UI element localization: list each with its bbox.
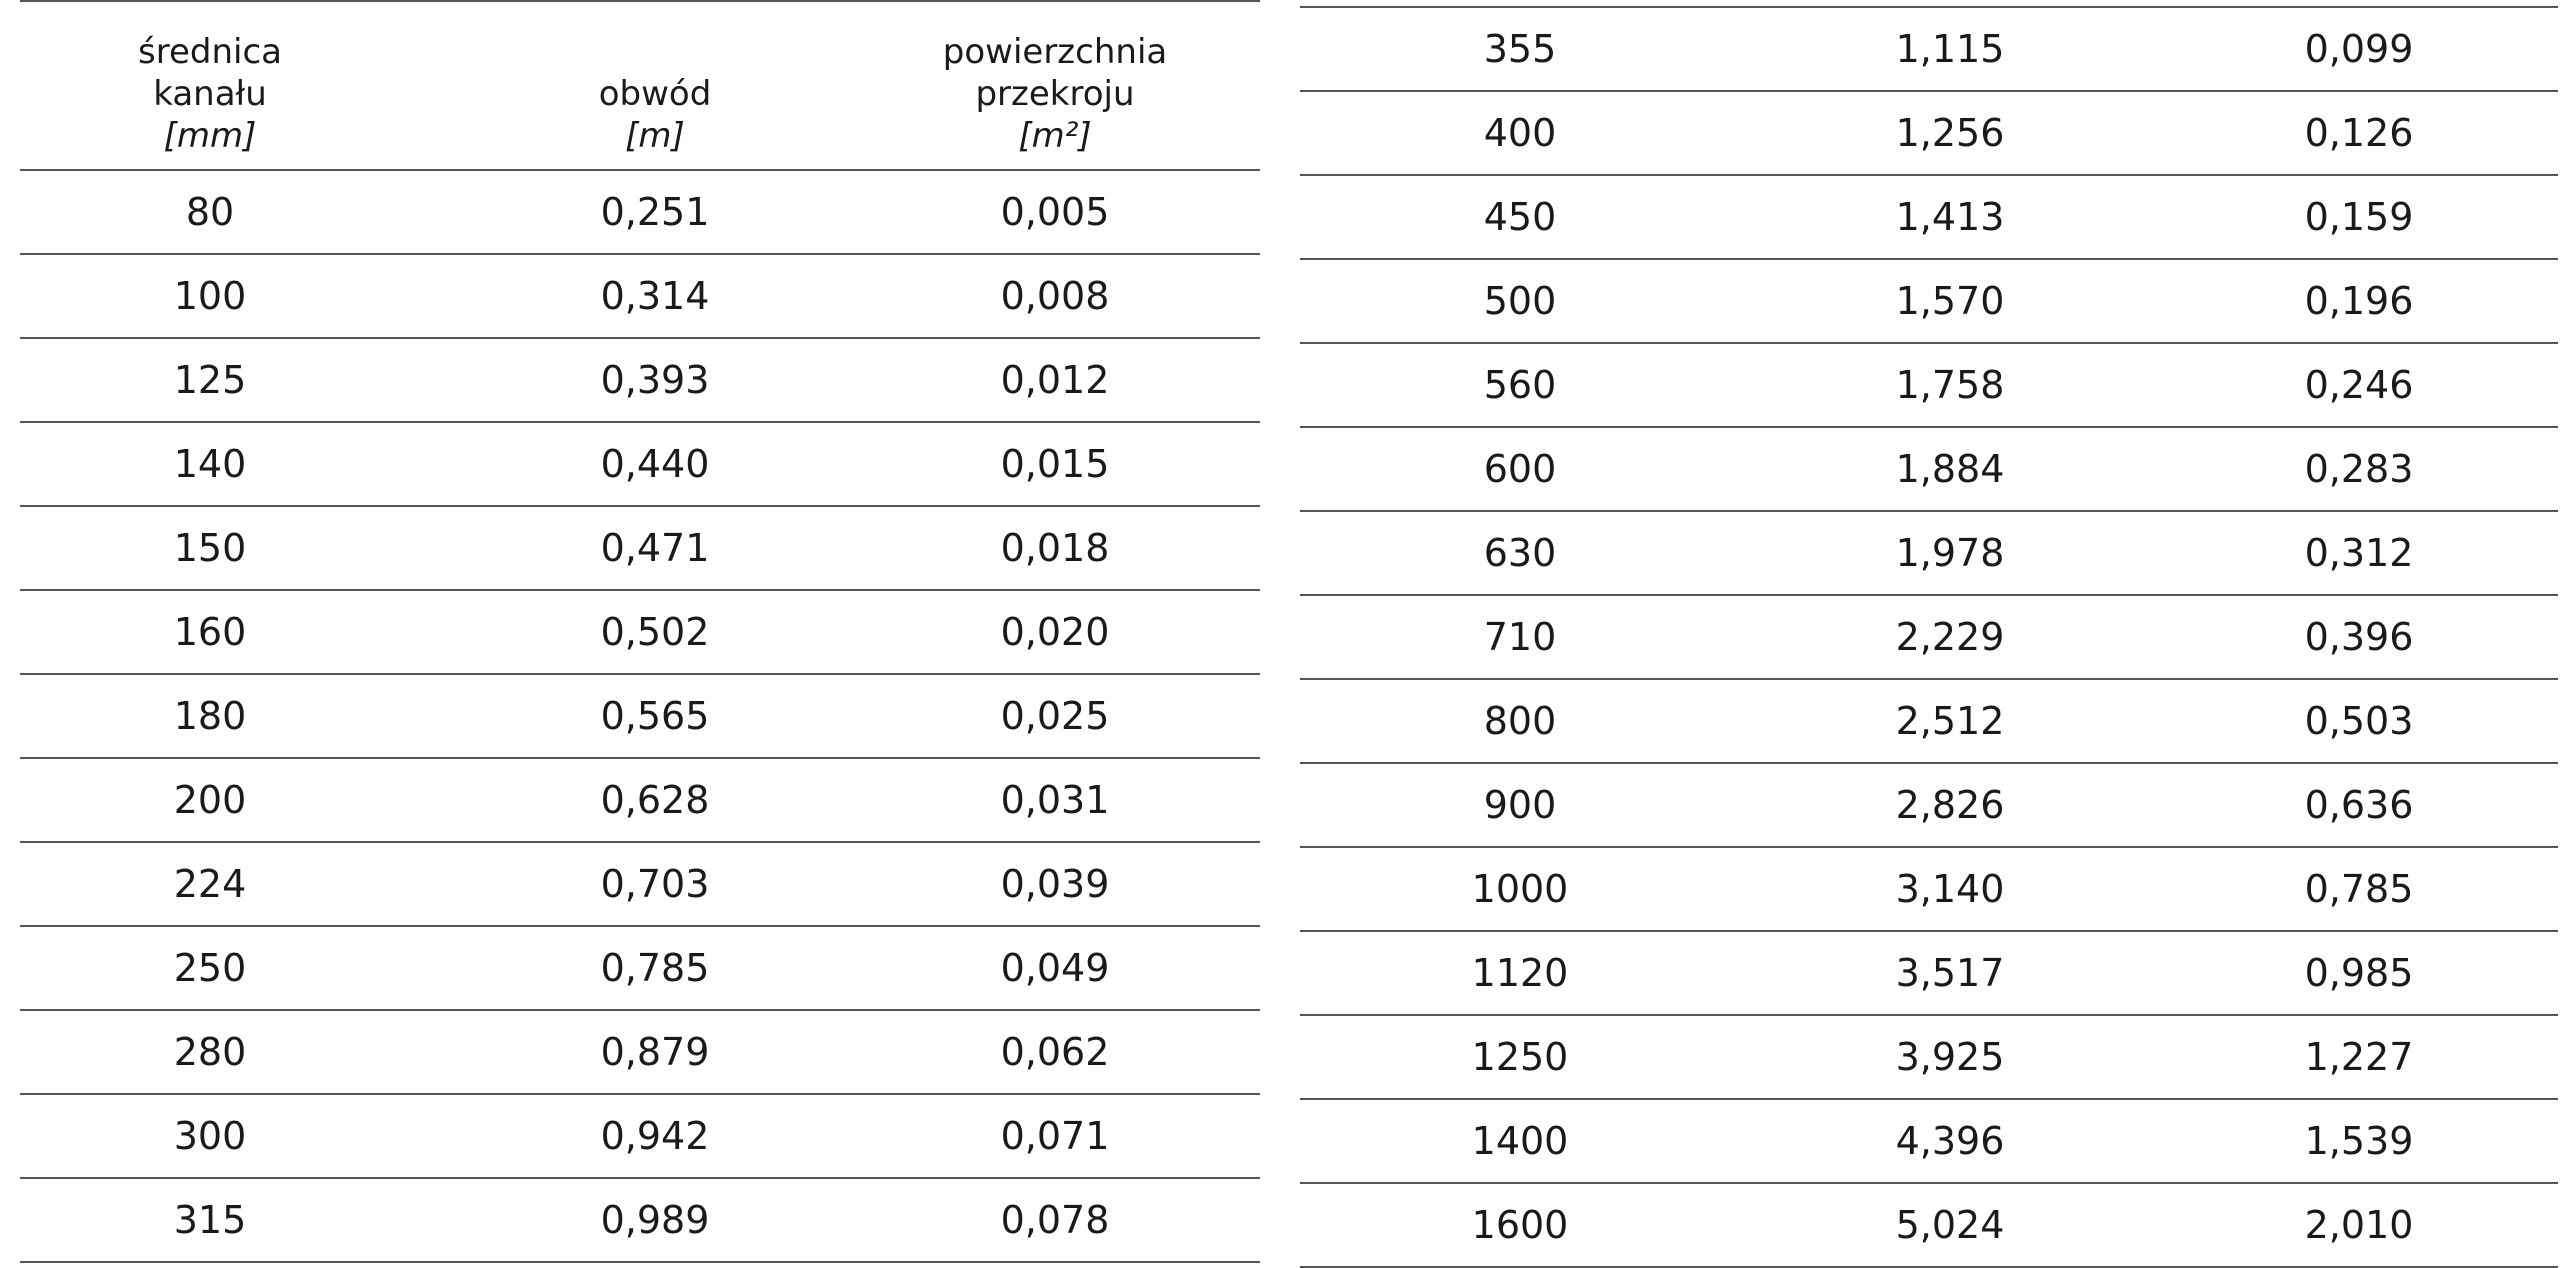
cell-circumference: 0,440 [600, 442, 710, 486]
table-row [1300, 8, 2558, 92]
cell-circumference: 3,925 [1895, 1035, 2005, 1079]
header-cross-section-unit: [m²] [1018, 116, 1092, 156]
cell-circumference: 1,115 [1895, 27, 2005, 71]
cell-diameter: 80 [185, 190, 235, 234]
cell-cross-section: 0,099 [2304, 27, 2414, 71]
table-row [20, 255, 1260, 339]
cell-circumference: 0,251 [600, 190, 710, 234]
table-row [20, 339, 1260, 423]
cell-cross-section: 0,159 [2304, 195, 2414, 239]
cell-cross-section: 1,539 [2304, 1119, 2414, 1163]
cell-cross-section: 0,636 [2304, 783, 2414, 827]
cell-cross-section: 0,078 [1000, 1198, 1110, 1242]
cell-cross-section: 0,031 [1000, 778, 1110, 822]
table-row [20, 759, 1260, 843]
cell-cross-section: 0,018 [1000, 526, 1110, 570]
cell-diameter: 300 [173, 1114, 247, 1158]
cell-cross-section: 0,015 [1000, 442, 1110, 486]
cell-cross-section: 2,010 [2304, 1203, 2414, 1247]
cell-cross-section: 0,985 [2304, 951, 2414, 995]
cell-cross-section: 0,071 [1000, 1114, 1110, 1158]
cell-circumference: 5,024 [1895, 1203, 2005, 1247]
cell-diameter: 200 [173, 778, 247, 822]
cell-cross-section: 0,005 [1000, 190, 1110, 234]
duct-table-right [1300, 0, 2558, 1268]
table-body-left [20, 171, 1260, 1263]
cell-diameter: 250 [173, 946, 247, 990]
cell-circumference: 1,884 [1895, 447, 2005, 491]
table-row [1300, 1100, 2558, 1184]
table-row [1300, 848, 2558, 932]
header-diameter [20, 2, 400, 169]
cell-cross-section: 0,126 [2304, 111, 2414, 155]
cell-diameter: 1120 [1471, 951, 1569, 995]
cell-cross-section: 0,396 [2304, 615, 2414, 659]
cell-circumference: 3,517 [1895, 951, 2005, 995]
table-row [20, 843, 1260, 927]
cell-diameter: 1400 [1471, 1119, 1569, 1163]
cell-circumference: 1,570 [1895, 279, 2005, 323]
cell-cross-section: 0,283 [2304, 447, 2414, 491]
table-row [1300, 932, 2558, 1016]
cell-diameter: 140 [173, 442, 247, 486]
cell-diameter: 400 [1483, 111, 1557, 155]
cell-circumference: 0,989 [600, 1198, 710, 1242]
cell-cross-section: 0,008 [1000, 274, 1110, 318]
header-diameter-line1: średnica [138, 32, 282, 72]
cell-circumference: 1,978 [1895, 531, 2005, 575]
cell-cross-section: 0,025 [1000, 694, 1110, 738]
cell-diameter: 900 [1483, 783, 1557, 827]
cell-cross-section: 0,062 [1000, 1030, 1110, 1074]
table-row [1300, 344, 2558, 428]
cell-cross-section: 0,039 [1000, 862, 1110, 906]
cell-diameter: 100 [173, 274, 247, 318]
cell-diameter: 500 [1483, 279, 1557, 323]
cell-diameter: 150 [173, 526, 247, 570]
table-row [1300, 512, 2558, 596]
cell-cross-section: 0,785 [2304, 867, 2414, 911]
table-row [1300, 1184, 2558, 1268]
table-row [1300, 176, 2558, 260]
cell-diameter: 560 [1483, 363, 1557, 407]
cell-cross-section: 0,049 [1000, 946, 1110, 990]
cell-diameter: 600 [1483, 447, 1557, 491]
table-row [1300, 680, 2558, 764]
cell-circumference: 0,628 [600, 778, 710, 822]
header-circumference-label: obwód [598, 74, 712, 114]
cell-circumference: 0,942 [600, 1114, 710, 1158]
duct-table-left [20, 0, 1260, 1263]
cell-cross-section: 0,246 [2304, 363, 2414, 407]
table-row [20, 171, 1260, 255]
table-row [1300, 596, 2558, 680]
cell-cross-section: 0,312 [2304, 531, 2414, 575]
table-row [1300, 92, 2558, 176]
cell-diameter: 1250 [1471, 1035, 1569, 1079]
table-row [20, 423, 1260, 507]
cell-diameter: 355 [1483, 27, 1557, 71]
cell-circumference: 0,502 [600, 610, 710, 654]
cell-diameter: 1600 [1471, 1203, 1569, 1247]
cell-diameter: 180 [173, 694, 247, 738]
table-body-right [1300, 8, 2558, 1268]
cell-circumference: 0,879 [600, 1030, 710, 1074]
cell-circumference: 0,785 [600, 946, 710, 990]
table-row [20, 1011, 1260, 1095]
header-diameter-unit: [mm] [163, 116, 257, 156]
cell-circumference: 2,229 [1895, 615, 2005, 659]
cell-cross-section: 0,020 [1000, 610, 1110, 654]
header-circumference-unit: [m] [625, 116, 685, 156]
cell-diameter: 315 [173, 1198, 247, 1242]
header-diameter-line2: kanału [153, 74, 267, 114]
header-cross-section [890, 2, 1220, 169]
cell-diameter: 125 [173, 358, 247, 402]
cell-circumference: 2,826 [1895, 783, 2005, 827]
table-row [20, 507, 1260, 591]
cell-diameter: 450 [1483, 195, 1557, 239]
cell-circumference: 4,396 [1895, 1119, 2005, 1163]
cell-diameter: 710 [1483, 615, 1557, 659]
cell-diameter: 160 [173, 610, 247, 654]
table-row [20, 1179, 1260, 1263]
cell-circumference: 0,565 [600, 694, 710, 738]
cell-cross-section: 0,503 [2304, 699, 2414, 743]
cell-circumference: 0,471 [600, 526, 710, 570]
header-circumference [465, 2, 845, 169]
header-cross-section-line1: powierzchnia [942, 32, 1168, 72]
cell-circumference: 0,393 [600, 358, 710, 402]
table-row [1300, 260, 2558, 344]
cell-circumference: 1,256 [1895, 111, 2005, 155]
header-cross-section-line2: przekroju [975, 74, 1135, 114]
cell-diameter: 630 [1483, 531, 1557, 575]
cell-circumference: 1,413 [1895, 195, 2005, 239]
cell-circumference: 3,140 [1895, 867, 2005, 911]
table-row [20, 675, 1260, 759]
cell-cross-section: 0,196 [2304, 279, 2414, 323]
table-header [20, 2, 1260, 171]
table-row [20, 1095, 1260, 1179]
table-row [20, 927, 1260, 1011]
cell-cross-section: 0,012 [1000, 358, 1110, 402]
cell-circumference: 1,758 [1895, 363, 2005, 407]
cell-circumference: 0,314 [600, 274, 710, 318]
cell-diameter: 800 [1483, 699, 1557, 743]
table-row [20, 591, 1260, 675]
cell-diameter: 1000 [1471, 867, 1569, 911]
cell-circumference: 0,703 [600, 862, 710, 906]
table-row [1300, 764, 2558, 848]
table-row [1300, 428, 2558, 512]
cell-diameter: 224 [173, 862, 247, 906]
table-row [1300, 1016, 2558, 1100]
cell-cross-section: 1,227 [2304, 1035, 2414, 1079]
cell-diameter: 280 [173, 1030, 247, 1074]
cell-circumference: 2,512 [1895, 699, 2005, 743]
